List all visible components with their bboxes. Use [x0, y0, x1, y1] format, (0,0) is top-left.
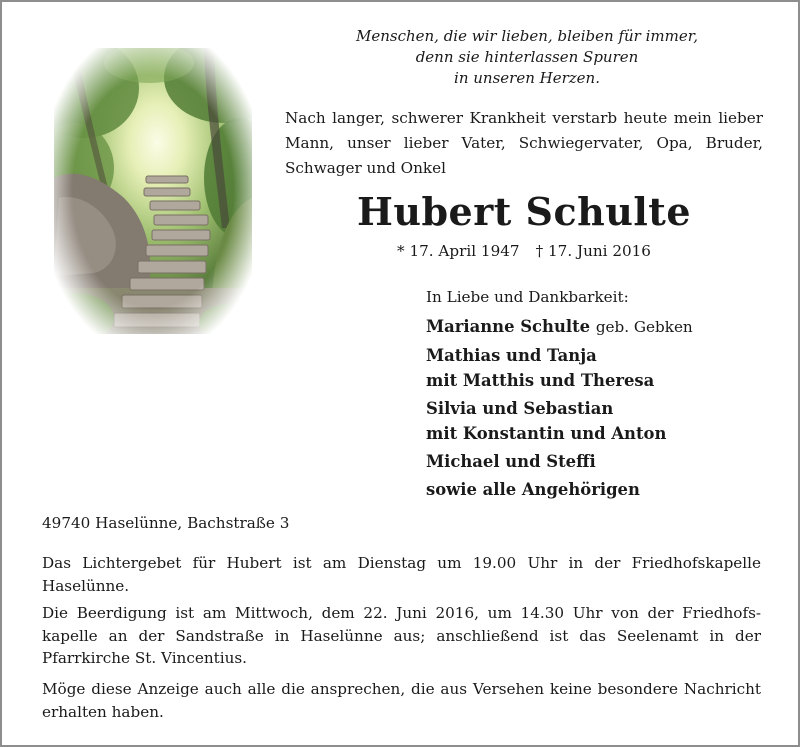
mourner-name: Michael und Steffi [426, 452, 596, 471]
closing-note: Möge diese Anzeige auch alle die ansprechen, die aus Versehen keine besondere Nachricht erhalten haben. [42, 680, 761, 721]
prayer-notice: Das Lichtergebet für Hubert ist am Dienstag um 19.00 Uhr in der Friedhofskapelle Haselünne. [42, 554, 761, 595]
funeral-notice: Die Beerdigung ist am Mittwoch, dem 22. Juni 2016, um 14.30 Uhr von der Friedhofs-kapelle an der Sandstraße in Haselünne aus; anschließend ist das Seelenamt in der Pfarrkirche St. Vincentius. [42, 604, 761, 667]
mourner-group [426, 449, 766, 474]
forest-stairway-photo [54, 48, 252, 334]
mourners-intro: In Liebe und Dankbarkeit: [426, 288, 629, 306]
poem-line: Menschen, die wir lieben, bleiben für immer, [355, 27, 699, 45]
mourner-name: mit Konstantin und Anton [426, 424, 667, 443]
mourner-name: sowie alle Angehörigen [426, 480, 640, 499]
birth-date: * 17. April 1947 [397, 242, 520, 260]
family-address: 49740 Haselünne, Bachstraße 3 [42, 514, 290, 532]
memorial-poem [302, 26, 752, 89]
intro-text: Nach langer, schwerer Krankheit verstarb heute mein lieber Mann, unser lieber Vater, Schwiegervater, Opa, Bruder, Schwager und Onkel [285, 109, 763, 177]
life-dates [285, 240, 763, 262]
mourner-name: Marianne Schulte [426, 317, 591, 336]
mourner-group [426, 477, 766, 502]
poem-line: in unseren Herzen. [454, 69, 600, 87]
death-date: † 17. Juni 2016 [535, 242, 651, 260]
mourner-group [426, 314, 766, 340]
mourner-birth-name: geb. Gebken [595, 318, 693, 336]
mourners-list [426, 286, 766, 505]
poem-line: denn sie hinterlassen Spuren [415, 48, 639, 66]
mourner-name: mit Matthis und Theresa [426, 371, 655, 390]
deceased-name: Hubert Schulte [356, 189, 692, 234]
mourner-name: Mathias und Tanja [426, 346, 597, 365]
mourner-name: Silvia und Sebastian [426, 399, 614, 418]
mourner-group [426, 396, 766, 446]
mourner-group [426, 343, 766, 393]
